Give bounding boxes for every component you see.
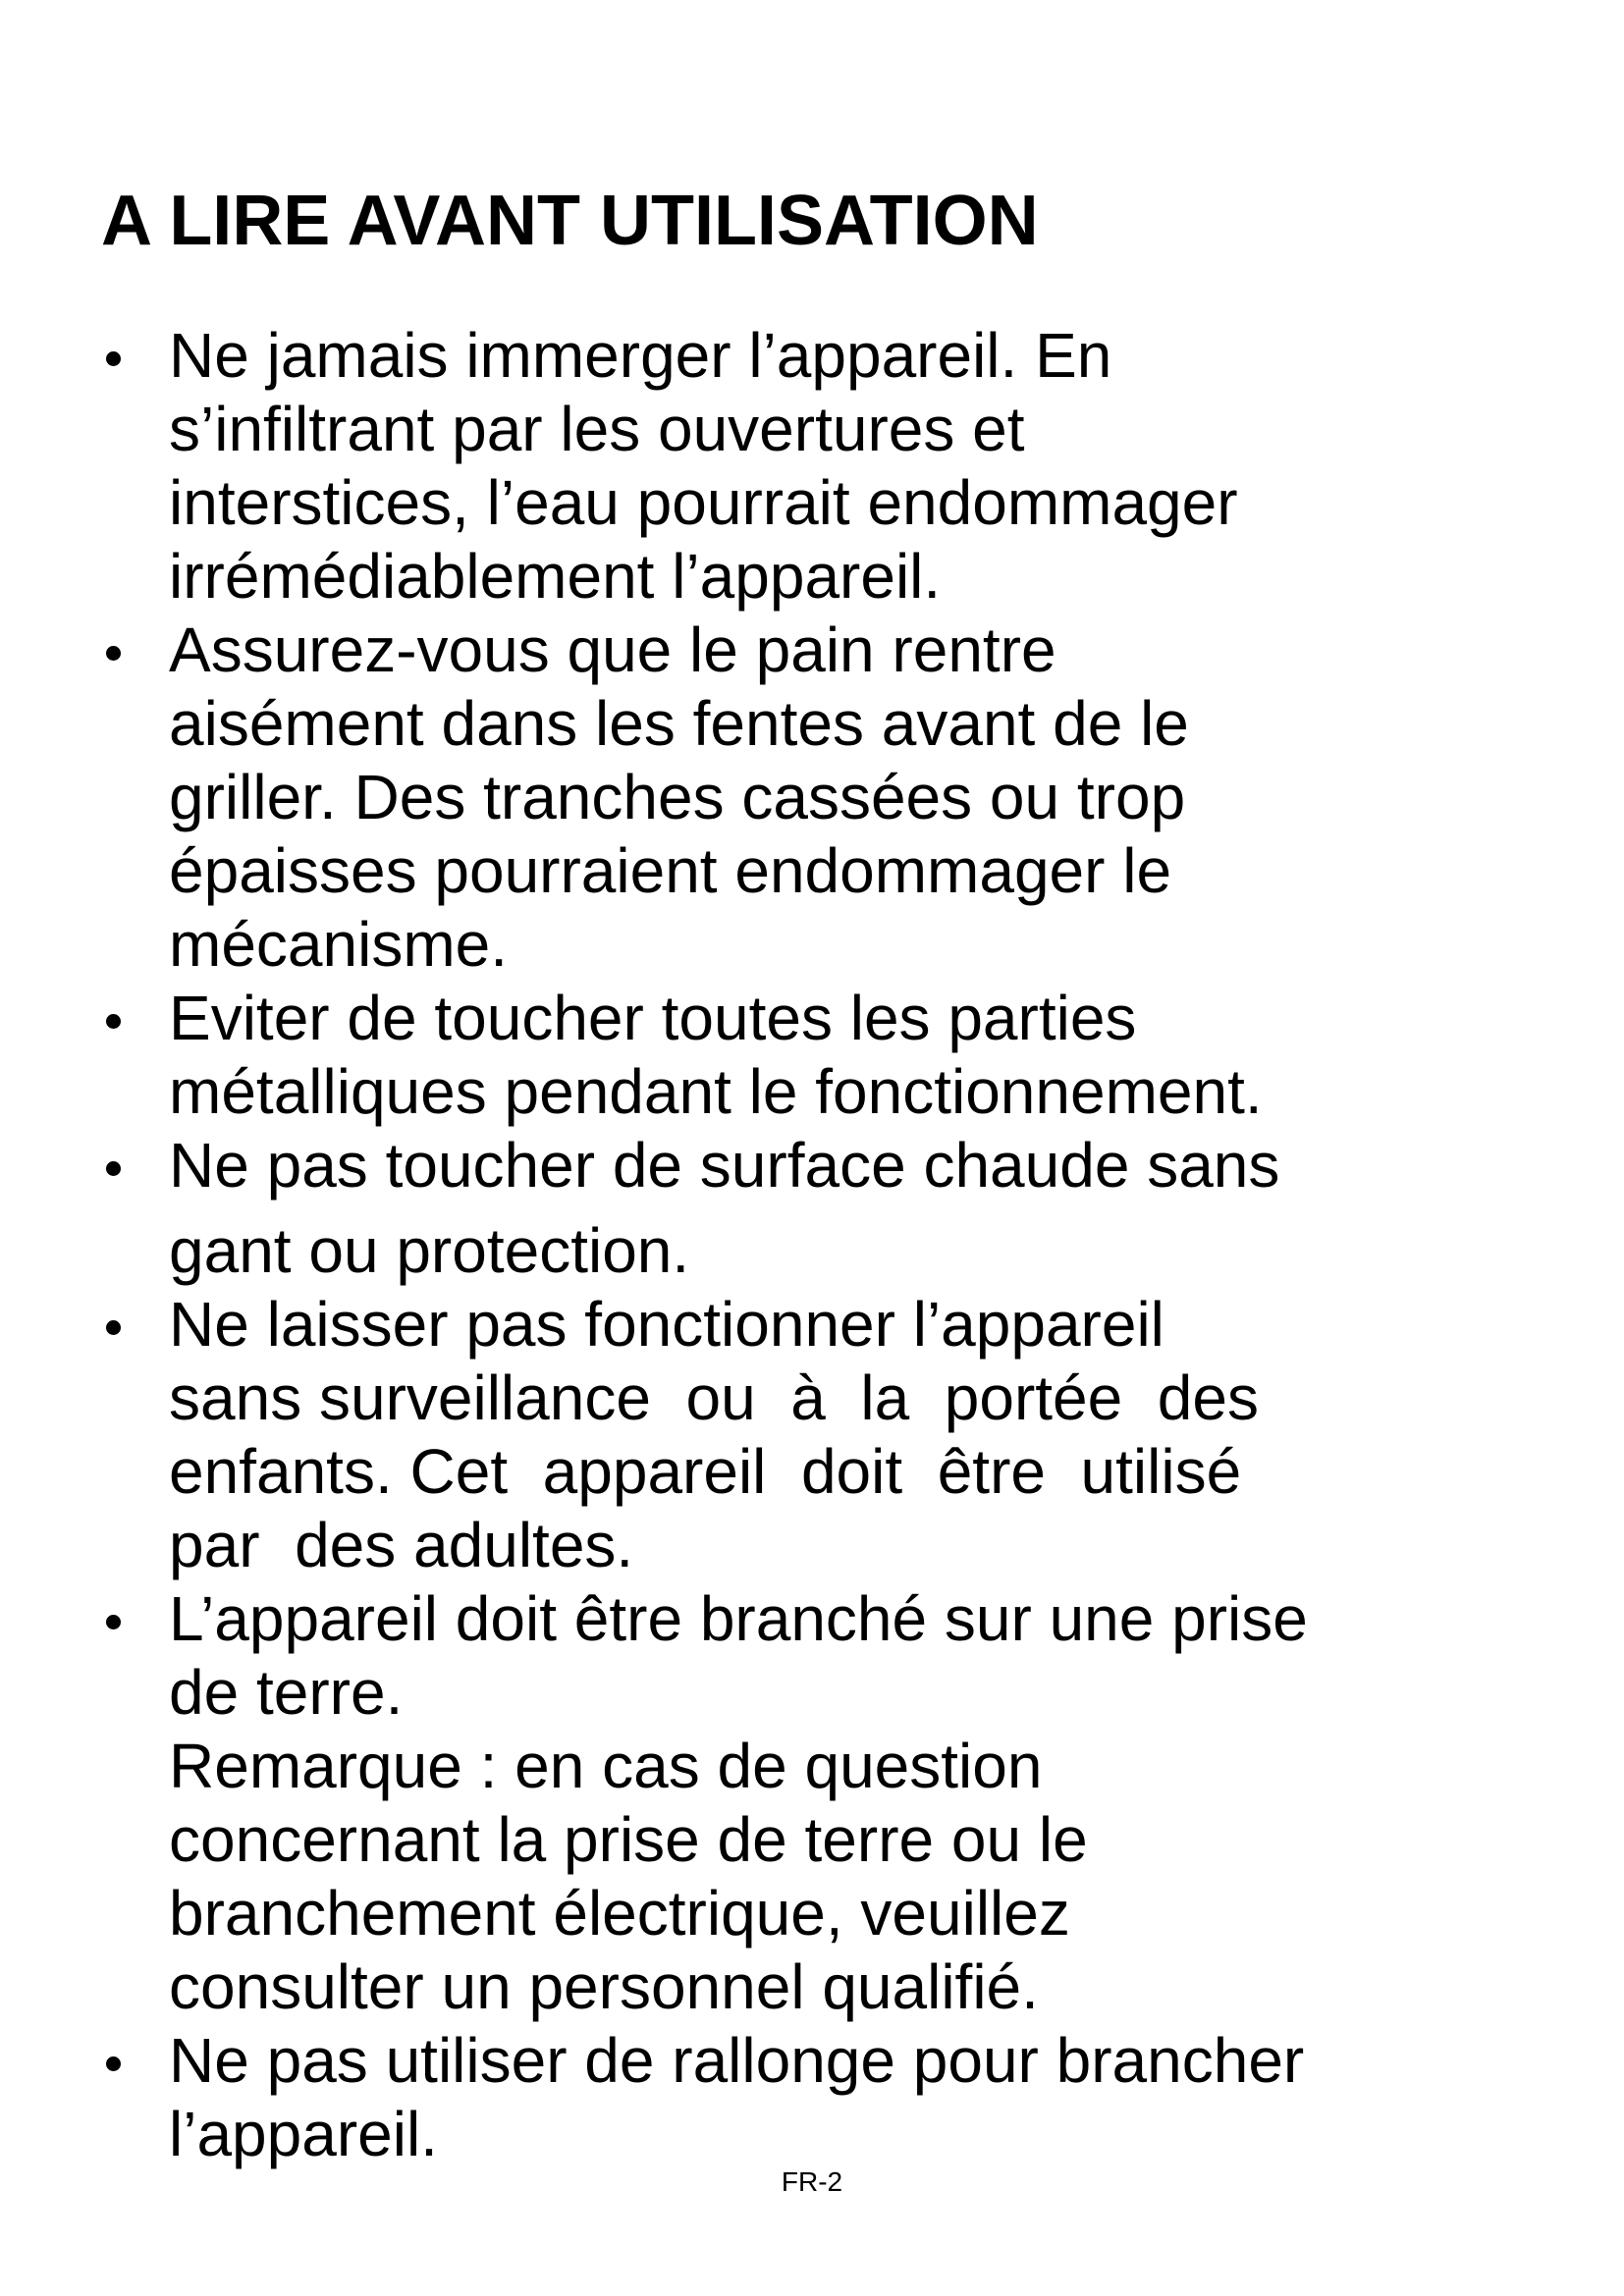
safety-rules-list <box>0 319 1624 2171</box>
list-item <box>0 982 1543 1129</box>
list-item <box>0 319 1543 614</box>
list-item <box>0 1582 1543 2024</box>
rule-line: s’infiltrant par les ouvertures et <box>169 394 1025 464</box>
list-item <box>0 1129 1543 1288</box>
rule-line: Ne pas utiliser de rallonge pour brancher <box>169 2025 1305 2096</box>
rule-line: épaisses pourraient endommager le <box>169 835 1172 906</box>
rule-line: mécanisme. <box>169 909 508 980</box>
bullet-icon <box>106 1161 121 1176</box>
rule-line: branchement électrique, veuillez <box>169 1878 1070 1949</box>
rule-line: par des adultes. <box>169 1510 634 1580</box>
rule-line: interstices, l’eau pourrait endommager <box>169 467 1238 538</box>
rule-line: irrémédiablement l’appareil. <box>169 541 942 612</box>
rule-line: Assurez-vous que le pain rentre <box>169 614 1056 685</box>
rule-line: aisément dans les fentes avant de le <box>169 688 1189 759</box>
rule-line: l’appareil. <box>169 2099 438 2169</box>
rule-line: enfants. Cet appareil doit être utilisé <box>169 1436 1242 1507</box>
rule-line: sans surveillance ou à la portée des <box>169 1362 1259 1433</box>
bullet-icon <box>106 1014 121 1029</box>
bullet-icon <box>106 1320 121 1335</box>
page-title: A LIRE AVANT UTILISATION <box>101 182 1039 260</box>
rule-line: Ne pas toucher de surface chaude sans <box>169 1130 1280 1201</box>
bullet-icon <box>106 1615 121 1629</box>
list-item <box>0 2024 1543 2171</box>
bullet-icon <box>106 351 121 366</box>
list-item <box>0 1288 1543 1582</box>
list-item <box>0 614 1543 982</box>
rule-line: Remarque : en cas de question <box>169 1731 1043 1801</box>
rule-line: Eviter de toucher toutes les parties <box>169 983 1137 1053</box>
rule-line: griller. Des tranches cassées ou trop <box>169 762 1186 832</box>
rule-line: Ne laisser pas fonctionner l’appareil <box>169 1289 1164 1360</box>
rule-line: Ne jamais immerger l’appareil. En <box>169 320 1112 391</box>
rule-line: gant ou protection. <box>169 1215 690 1286</box>
rule-line: de terre. <box>169 1657 404 1728</box>
bullet-icon <box>106 2056 121 2071</box>
rule-line: L’appareil doit être branché sur une prise <box>169 1583 1308 1654</box>
rule-line: concernant la prise de terre ou le <box>169 1804 1088 1875</box>
page-number: FR-2 <box>781 2166 843 2197</box>
rule-line: métalliques pendant le fonctionnement. <box>169 1056 1263 1127</box>
rule-line: consulter un personnel qualifié. <box>169 1951 1039 2022</box>
bullet-icon <box>106 646 121 661</box>
